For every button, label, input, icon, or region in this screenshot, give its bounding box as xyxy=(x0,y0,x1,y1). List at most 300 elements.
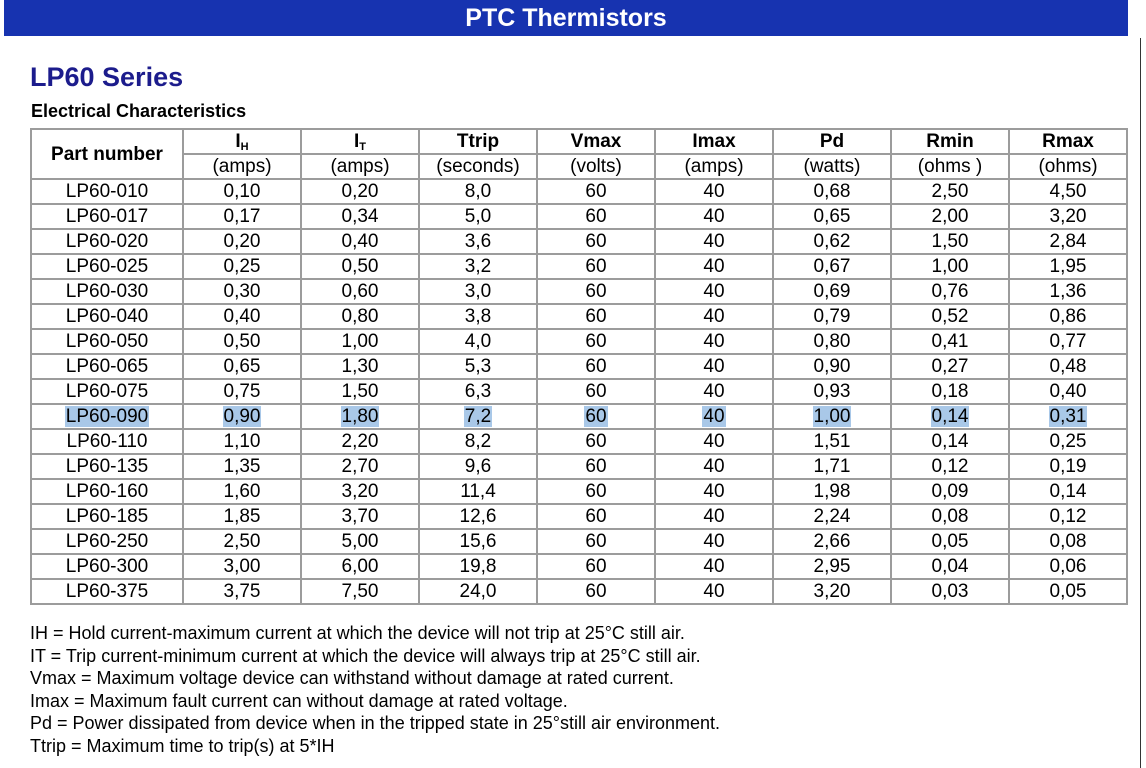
value-cell xyxy=(420,555,536,578)
value-cell xyxy=(774,530,890,553)
table-row xyxy=(32,330,1126,353)
cell-text: 4,50 xyxy=(1049,181,1087,202)
cell-text: 1,00 xyxy=(341,331,379,352)
table-row xyxy=(32,355,1126,378)
cell-text: 40 xyxy=(703,231,725,252)
cell-text: 3,20 xyxy=(1049,206,1087,227)
value-cell xyxy=(184,580,300,603)
cell-text: 8,2 xyxy=(464,431,492,452)
cell-text: LP60-160 xyxy=(65,481,149,502)
cell-text: 0,14 xyxy=(931,431,969,452)
value-cell xyxy=(656,330,772,353)
value-cell xyxy=(774,305,890,328)
value-cell xyxy=(774,330,890,353)
cell-text: LP60-020 xyxy=(65,231,149,252)
value-cell xyxy=(892,555,1008,578)
value-cell xyxy=(1010,330,1126,353)
value-cell xyxy=(302,455,418,478)
cell-text: LP60-300 xyxy=(65,556,149,577)
series-title: LP60 Series xyxy=(30,62,184,92)
cell-text: 15,6 xyxy=(459,531,497,552)
cell-text: 0,05 xyxy=(931,531,969,552)
value-cell xyxy=(892,380,1008,403)
value-cell xyxy=(538,555,654,578)
value-cell xyxy=(302,255,418,278)
column-header-ih xyxy=(184,130,300,153)
column-header-label: Imax xyxy=(692,131,736,152)
value-cell xyxy=(892,230,1008,253)
value-cell xyxy=(656,505,772,528)
value-cell xyxy=(538,280,654,303)
part-number-header: Part number xyxy=(32,130,182,178)
value-cell xyxy=(656,380,772,403)
cell-text: LP60-135 xyxy=(65,456,149,477)
value-cell xyxy=(420,330,536,353)
cell-text: LP60-030 xyxy=(65,281,149,302)
value-cell xyxy=(774,230,890,253)
cell-text: 0,12 xyxy=(1049,506,1087,527)
part-number-cell xyxy=(32,405,182,428)
cell-text: 6,3 xyxy=(464,381,492,402)
cell-text: 0,30 xyxy=(223,281,261,302)
value-cell xyxy=(302,330,418,353)
column-header-label: Ttrip xyxy=(456,131,500,152)
cell-text: 40 xyxy=(703,306,725,327)
cell-text: 1,98 xyxy=(813,481,851,502)
part-number-cell xyxy=(32,455,182,478)
cell-text: 0,79 xyxy=(813,306,851,327)
part-number-cell xyxy=(32,280,182,303)
cell-text: 7,2 xyxy=(464,406,492,427)
cell-text: 0,80 xyxy=(341,306,379,327)
value-cell xyxy=(420,205,536,228)
cell-text: 6,00 xyxy=(341,556,379,577)
value-cell xyxy=(774,280,890,303)
value-cell xyxy=(184,280,300,303)
cell-text: 0,77 xyxy=(1049,331,1087,352)
column-header-label: I xyxy=(235,131,241,152)
table-row xyxy=(32,430,1126,453)
cell-text: LP60-185 xyxy=(65,506,149,527)
value-cell xyxy=(184,480,300,503)
page-border-rule xyxy=(1140,38,1141,768)
cell-text: 60 xyxy=(585,506,607,527)
value-cell xyxy=(538,380,654,403)
value-cell xyxy=(420,380,536,403)
table-body xyxy=(32,180,1126,603)
cell-text: 0,69 xyxy=(813,281,851,302)
cell-text: 0,20 xyxy=(341,181,379,202)
value-cell xyxy=(1010,555,1126,578)
cell-text: 0,25 xyxy=(1049,431,1087,452)
footnote: IH = Hold current-maximum current at which the device will not trip at 25°C still air. xyxy=(30,623,685,643)
table-row xyxy=(32,205,1126,228)
cell-text: 1,10 xyxy=(223,431,261,452)
value-cell xyxy=(656,305,772,328)
table-row xyxy=(32,555,1126,578)
value-cell xyxy=(656,230,772,253)
cell-text: 3,00 xyxy=(223,556,261,577)
column-unit-header: (watts) xyxy=(774,155,890,178)
cell-text: 2,70 xyxy=(341,456,379,477)
column-unit-header: (amps) xyxy=(656,155,772,178)
cell-text: 40 xyxy=(703,431,725,452)
column-header-rmax xyxy=(1010,130,1126,153)
cell-text: 0,05 xyxy=(1049,581,1087,602)
cell-text: 60 xyxy=(585,206,607,227)
part-number-cell xyxy=(32,305,182,328)
part-number-cell xyxy=(32,380,182,403)
cell-text: 2,24 xyxy=(813,506,851,527)
value-cell xyxy=(1010,305,1126,328)
cell-text: 0,90 xyxy=(223,406,261,427)
table-row xyxy=(32,280,1126,303)
cell-text: 0,93 xyxy=(813,381,851,402)
cell-text: LP60-050 xyxy=(65,331,149,352)
value-cell xyxy=(302,505,418,528)
cell-text: 0,25 xyxy=(223,256,261,277)
cell-text: 0,09 xyxy=(931,481,969,502)
part-number-cell xyxy=(32,180,182,203)
cell-text: 8,0 xyxy=(464,181,492,202)
column-unit-header: (ohms ) xyxy=(892,155,1008,178)
cell-text: 60 xyxy=(585,356,607,377)
value-cell xyxy=(774,455,890,478)
cell-text: 0,65 xyxy=(223,356,261,377)
cell-text: 0,50 xyxy=(341,256,379,277)
cell-text: 3,2 xyxy=(464,256,492,277)
value-cell xyxy=(774,430,890,453)
value-cell xyxy=(538,580,654,603)
column-unit-header: (volts) xyxy=(538,155,654,178)
cell-text: 60 xyxy=(585,406,607,427)
value-cell xyxy=(1010,230,1126,253)
table-row xyxy=(32,580,1126,603)
value-cell xyxy=(656,580,772,603)
value-cell xyxy=(774,255,890,278)
cell-text: 60 xyxy=(585,381,607,402)
value-cell xyxy=(538,330,654,353)
cell-text: 60 xyxy=(585,181,607,202)
value-cell xyxy=(892,405,1008,428)
part-number-cell xyxy=(32,230,182,253)
cell-text: 0,06 xyxy=(1049,556,1087,577)
value-cell xyxy=(302,380,418,403)
column-unit-header: (amps) xyxy=(184,155,300,178)
cell-text: 2,20 xyxy=(341,431,379,452)
cell-text: 1,71 xyxy=(813,456,851,477)
column-header-vmax xyxy=(538,130,654,153)
value-cell xyxy=(892,180,1008,203)
cell-text: 0,80 xyxy=(813,331,851,352)
column-header-it xyxy=(302,130,418,153)
part-number-cell xyxy=(32,505,182,528)
table-row xyxy=(32,180,1126,203)
cell-text: 60 xyxy=(585,556,607,577)
table-row xyxy=(32,455,1126,478)
value-cell xyxy=(656,355,772,378)
value-cell xyxy=(892,305,1008,328)
value-cell xyxy=(420,505,536,528)
banner-title: PTC Thermistors xyxy=(4,0,1128,36)
cell-text: 2,50 xyxy=(931,181,969,202)
value-cell xyxy=(774,580,890,603)
cell-text: 24,0 xyxy=(459,581,497,602)
value-cell xyxy=(420,405,536,428)
value-cell xyxy=(656,430,772,453)
cell-text: 0,67 xyxy=(813,256,851,277)
value-cell xyxy=(420,455,536,478)
cell-text: 9,6 xyxy=(464,456,492,477)
value-cell xyxy=(184,355,300,378)
part-number-cell xyxy=(32,430,182,453)
value-cell xyxy=(774,405,890,428)
value-cell xyxy=(1010,505,1126,528)
value-cell xyxy=(302,305,418,328)
section-subtitle: Electrical Characteristics xyxy=(31,101,247,121)
cell-text: 3,70 xyxy=(341,506,379,527)
column-header-label: Pd xyxy=(819,131,845,152)
cell-text: 2,84 xyxy=(1049,231,1087,252)
cell-text: 0,50 xyxy=(223,331,261,352)
cell-text: LP60-090 xyxy=(65,406,149,427)
cell-text: 0,14 xyxy=(931,406,969,427)
cell-text: 12,6 xyxy=(459,506,497,527)
cell-text: 0,08 xyxy=(1049,531,1087,552)
part-number-cell xyxy=(32,555,182,578)
value-cell xyxy=(184,555,300,578)
header-row-units xyxy=(32,155,1126,178)
cell-text: 0,20 xyxy=(223,231,261,252)
value-cell xyxy=(184,180,300,203)
value-cell xyxy=(184,405,300,428)
cell-text: 1,80 xyxy=(341,406,379,427)
cell-text: 0,12 xyxy=(931,456,969,477)
cell-text: 60 xyxy=(585,331,607,352)
value-cell xyxy=(538,430,654,453)
cell-text: 2,50 xyxy=(223,531,261,552)
column-header-label: Rmax xyxy=(1042,131,1094,152)
cell-text: 3,75 xyxy=(223,581,261,602)
cell-text: 40 xyxy=(703,531,725,552)
value-cell xyxy=(656,255,772,278)
value-cell xyxy=(774,480,890,503)
value-cell xyxy=(538,205,654,228)
value-cell xyxy=(1010,380,1126,403)
cell-text: 11,4 xyxy=(460,481,496,502)
value-cell xyxy=(420,430,536,453)
cell-text: 0,65 xyxy=(813,206,851,227)
part-number-cell xyxy=(32,480,182,503)
value-cell xyxy=(302,355,418,378)
cell-text: LP60-025 xyxy=(65,256,149,277)
cell-text: 60 xyxy=(585,531,607,552)
cell-text: 40 xyxy=(703,556,725,577)
value-cell xyxy=(656,530,772,553)
cell-text: LP60-065 xyxy=(65,356,149,377)
footnote: Imax = Maximum fault current can without damage at rated voltage. xyxy=(30,690,568,711)
value-cell xyxy=(538,405,654,428)
value-cell xyxy=(892,530,1008,553)
cell-text: 60 xyxy=(585,456,607,477)
value-cell xyxy=(656,180,772,203)
cell-text: LP60-010 xyxy=(65,181,149,202)
cell-text: 0,14 xyxy=(1049,481,1087,502)
cell-text: LP60-017 xyxy=(65,206,149,227)
cell-text: 0,60 xyxy=(341,281,379,302)
value-cell xyxy=(892,480,1008,503)
value-cell xyxy=(302,430,418,453)
cell-text: 40 xyxy=(703,506,725,527)
cell-text: 1,00 xyxy=(813,406,851,427)
cell-text: 0,18 xyxy=(931,381,969,402)
cell-text: 5,00 xyxy=(341,531,379,552)
cell-text: 3,20 xyxy=(813,581,851,602)
value-cell xyxy=(184,530,300,553)
cell-text: 3,0 xyxy=(464,281,492,302)
value-cell xyxy=(538,480,654,503)
table-row xyxy=(32,505,1126,528)
table-row xyxy=(32,230,1126,253)
table-row xyxy=(32,380,1126,403)
footnote: Pd = Power dissipated from device when in the tripped state in 25°still air environment. xyxy=(30,713,721,733)
cell-text: 3,20 xyxy=(341,481,379,502)
value-cell xyxy=(538,230,654,253)
value-cell xyxy=(892,455,1008,478)
cell-text: 40 xyxy=(703,181,725,202)
cell-text: 0,17 xyxy=(223,206,261,227)
column-header-pd xyxy=(774,130,890,153)
value-cell xyxy=(892,280,1008,303)
cell-text: 5,3 xyxy=(464,356,492,377)
value-cell xyxy=(184,455,300,478)
cell-text: 0,40 xyxy=(1049,381,1087,402)
cell-text: 0,75 xyxy=(223,381,261,402)
value-cell xyxy=(420,355,536,378)
cell-text: 0,03 xyxy=(931,581,969,602)
value-cell xyxy=(892,580,1008,603)
cell-text: 0,76 xyxy=(931,281,969,302)
cell-text: 0,40 xyxy=(341,231,379,252)
cell-text: 60 xyxy=(585,431,607,452)
value-cell xyxy=(302,405,418,428)
cell-text: 60 xyxy=(585,281,607,302)
cell-text: 2,66 xyxy=(813,531,851,552)
column-header-label: Vmax xyxy=(570,131,622,152)
value-cell xyxy=(1010,480,1126,503)
cell-text: 1,00 xyxy=(931,256,969,277)
value-cell xyxy=(538,305,654,328)
header-row-names xyxy=(32,130,1126,153)
value-cell xyxy=(302,180,418,203)
value-cell xyxy=(420,180,536,203)
value-cell xyxy=(420,580,536,603)
value-cell xyxy=(1010,205,1126,228)
cell-text: 40 xyxy=(703,256,725,277)
value-cell xyxy=(420,280,536,303)
cell-text: 0,19 xyxy=(1049,456,1087,477)
cell-text: 19,8 xyxy=(459,556,497,577)
value-cell xyxy=(302,230,418,253)
cell-text: 40 xyxy=(703,581,725,602)
cell-text: 7,50 xyxy=(341,581,379,602)
value-cell xyxy=(420,305,536,328)
cell-text: 3,8 xyxy=(464,306,492,327)
cell-text: 3,6 xyxy=(464,231,492,252)
part-number-cell xyxy=(32,205,182,228)
value-cell xyxy=(774,380,890,403)
part-number-cell xyxy=(32,580,182,603)
value-cell xyxy=(1010,405,1126,428)
cell-text: 60 xyxy=(585,231,607,252)
value-cell xyxy=(1010,180,1126,203)
cell-text: 0,48 xyxy=(1049,356,1087,377)
cell-text: 60 xyxy=(585,481,607,502)
cell-text: 0,86 xyxy=(1049,306,1087,327)
cell-text: 40 xyxy=(703,406,725,427)
value-cell xyxy=(1010,430,1126,453)
cell-text: 60 xyxy=(585,581,607,602)
value-cell xyxy=(184,505,300,528)
value-cell xyxy=(184,205,300,228)
value-cell xyxy=(656,480,772,503)
value-cell xyxy=(1010,580,1126,603)
value-cell xyxy=(538,255,654,278)
cell-text: 1,50 xyxy=(341,381,379,402)
column-header-ttrip xyxy=(420,130,536,153)
column-header-imax xyxy=(656,130,772,153)
table-row xyxy=(32,530,1126,553)
column-unit-header: (ohms) xyxy=(1010,155,1126,178)
value-cell xyxy=(656,405,772,428)
value-cell xyxy=(302,205,418,228)
table-row xyxy=(32,405,1126,428)
cell-text: LP60-250 xyxy=(65,531,149,552)
value-cell xyxy=(1010,355,1126,378)
value-cell xyxy=(184,255,300,278)
cell-text: LP60-375 xyxy=(65,581,149,602)
table-row xyxy=(32,255,1126,278)
column-header-subscript: T xyxy=(359,141,366,153)
value-cell xyxy=(420,230,536,253)
value-cell xyxy=(892,205,1008,228)
cell-text: 1,95 xyxy=(1049,256,1087,277)
cell-text: 40 xyxy=(703,281,725,302)
cell-text: 1,35 xyxy=(223,456,261,477)
value-cell xyxy=(656,280,772,303)
value-cell xyxy=(892,330,1008,353)
value-cell xyxy=(892,255,1008,278)
value-cell xyxy=(774,180,890,203)
value-cell xyxy=(302,580,418,603)
value-cell xyxy=(1010,280,1126,303)
value-cell xyxy=(656,455,772,478)
cell-text: 0,62 xyxy=(813,231,851,252)
value-cell xyxy=(184,430,300,453)
cell-text: 0,90 xyxy=(813,356,851,377)
cell-text: 1,51 xyxy=(813,431,851,452)
cell-text: 0,31 xyxy=(1049,406,1087,427)
cell-text: 4,0 xyxy=(464,331,492,352)
cell-text: 1,36 xyxy=(1049,281,1087,302)
cell-text: 0,68 xyxy=(813,181,851,202)
table-row xyxy=(32,480,1126,503)
value-cell xyxy=(538,455,654,478)
part-number-cell xyxy=(32,330,182,353)
cell-text: LP60-110 xyxy=(66,431,148,452)
value-cell xyxy=(774,505,890,528)
cell-text: 1,30 xyxy=(341,356,379,377)
